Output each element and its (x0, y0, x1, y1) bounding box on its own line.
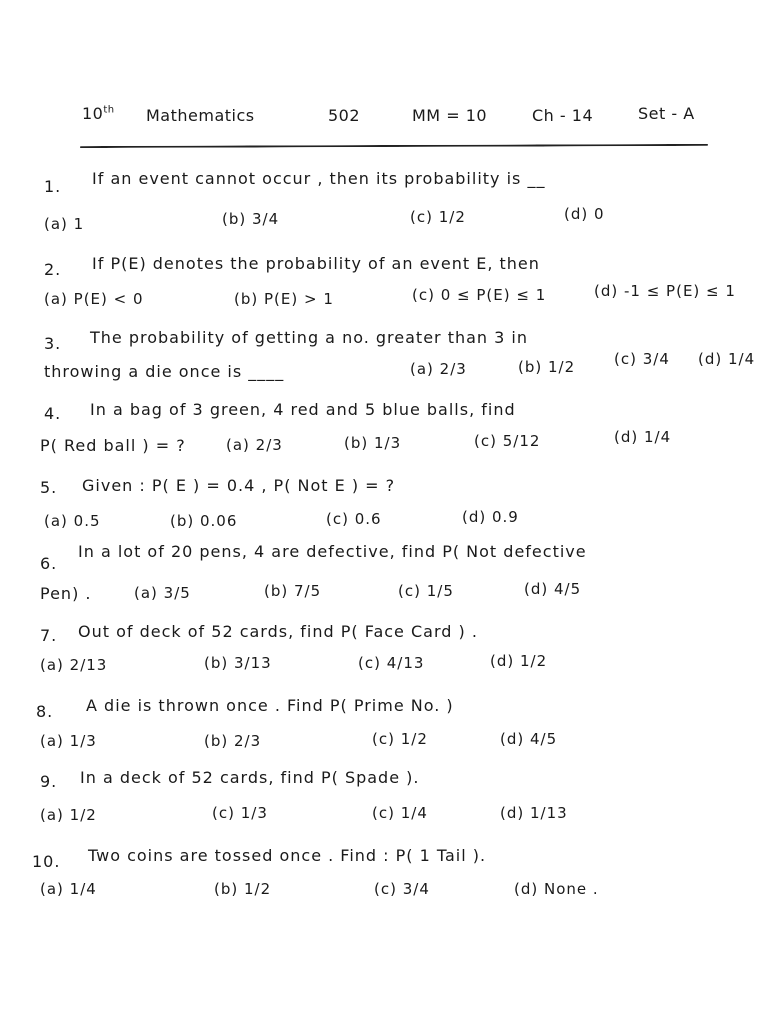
option-d: (d) 1/13 (500, 804, 568, 822)
option-c: (c) 1/5 (398, 582, 454, 600)
option-d: (d) 0 (564, 205, 605, 223)
option-c: (c) 3/4 (374, 880, 430, 898)
option-b: (b) 3/4 (222, 210, 280, 228)
option-a: (a) 1/2 (40, 806, 97, 824)
option-a: (a) 1/3 (40, 732, 97, 750)
subject-code: 502 (328, 106, 361, 125)
question-text: In a deck of 52 cards, find P( Spade ). (80, 768, 420, 787)
option-d: (d) 1/4 (698, 350, 756, 368)
option-a: (a) 2/3 (226, 436, 283, 454)
option-c: (c) 3/4 (614, 350, 670, 368)
option-d: (d) 0.9 (462, 508, 519, 526)
class-label: 10th (82, 104, 115, 123)
option-b: (b) 1/3 (344, 434, 402, 452)
option-b: (b) 3/13 (204, 654, 272, 672)
question-number: 9. (40, 772, 58, 791)
option-c: (c) 0.6 (326, 510, 382, 528)
option-d: (d) 4/5 (524, 580, 582, 598)
question-number: 7. (40, 626, 58, 645)
question-number: 8. (36, 702, 54, 721)
option-d: (d) 1/4 (614, 428, 672, 446)
option-d: (d) 1/2 (490, 652, 548, 670)
option-b: (b) 2/3 (204, 732, 262, 750)
option-b: (b) 1/2 (214, 880, 272, 898)
question-text-line-2: Pen) . (40, 584, 92, 603)
option-b: (c) 1/3 (212, 804, 268, 822)
option-c: (c) 1/4 (372, 804, 428, 822)
option-b: (b) 0.06 (170, 512, 238, 530)
question-text: If P(E) denotes the probability of an event E, then (92, 254, 540, 273)
question-number: 10. (32, 852, 61, 871)
option-a: (a) 3/5 (134, 584, 191, 602)
option-c: (c) 0 ≤ P(E) ≤ 1 (412, 286, 547, 304)
question-number: 4. (44, 404, 62, 423)
option-d: (d) None . (514, 880, 599, 898)
question-text: Out of deck of 52 cards, find P( Face Card ) . (78, 622, 478, 641)
question-number: 2. (44, 260, 62, 279)
question-number: 1. (44, 177, 62, 196)
option-a: (a) 2/3 (410, 360, 467, 378)
question-text-line-1: In a bag of 3 green, 4 red and 5 blue balls, find (90, 400, 516, 419)
option-a: (a) 1 (44, 215, 85, 233)
option-a: (a) P(E) < 0 (44, 290, 144, 308)
question-text-line-2: P( Red ball ) = ? (40, 436, 186, 455)
option-d: (d) 4/5 (500, 730, 558, 748)
question-text: Given : P( E ) = 0.4 , P( Not E ) = ? (82, 476, 396, 495)
option-a: (a) 1/4 (40, 880, 97, 898)
option-a: (a) 0.5 (44, 512, 101, 530)
question-number: 5. (40, 478, 58, 497)
option-d: (d) -1 ≤ P(E) ≤ 1 (594, 282, 736, 300)
question-text: Two coins are tossed once . Find : P( 1 Tail ). (88, 846, 487, 865)
option-b: (b) 1/2 (518, 358, 576, 376)
max-marks: MM = 10 (412, 106, 488, 125)
subject-label: Mathematics (146, 106, 255, 125)
option-a: (a) 2/13 (40, 656, 108, 674)
question-text-line-2: throwing a die once is ____ (44, 362, 285, 381)
option-c: (c) 1/2 (410, 208, 466, 226)
option-c: (c) 5/12 (474, 432, 541, 450)
option-b: (b) 7/5 (264, 582, 322, 600)
question-number: 3. (44, 334, 62, 353)
question-text: If an event cannot occur , then its probability is __ (92, 169, 546, 188)
option-c: (c) 4/13 (358, 654, 425, 672)
chapter-label: Ch - 14 (532, 106, 594, 125)
option-b: (b) P(E) > 1 (234, 290, 334, 308)
option-c: (c) 1/2 (372, 730, 428, 748)
question-text: A die is thrown once . Find P( Prime No. ) (86, 696, 454, 715)
class-superscript: th (103, 104, 115, 116)
question-text-line-1: In a lot of 20 pens, 4 are defective, find P( Not defective (78, 542, 587, 561)
set-label: Set - A (638, 104, 695, 123)
question-text-line-1: The probability of getting a no. greater than 3 in (90, 328, 528, 347)
question-number: 6. (40, 554, 58, 573)
header-rule (80, 144, 708, 148)
